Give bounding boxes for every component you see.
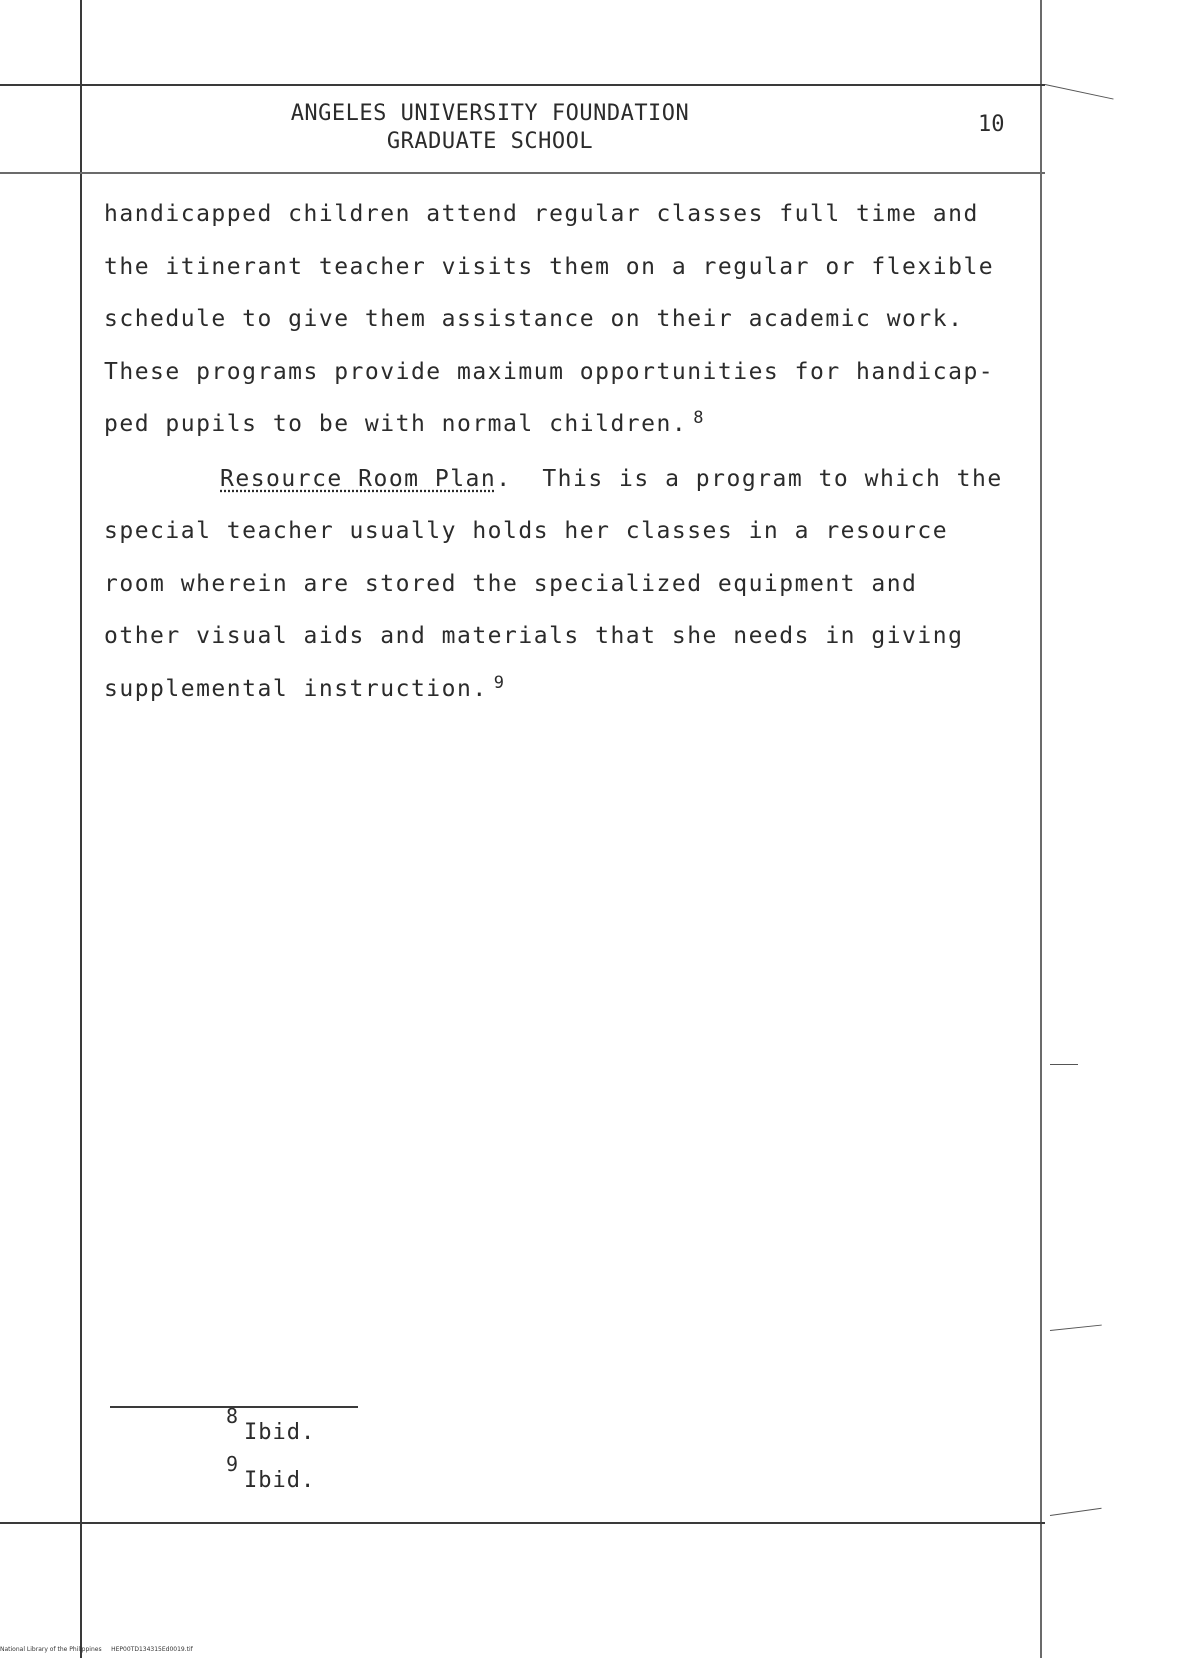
text-line-content: This is a program to which the <box>542 465 1003 492</box>
margin-tick <box>1050 1508 1102 1516</box>
left-margin-line <box>80 0 82 1658</box>
margin-tick <box>1050 1325 1102 1331</box>
text-line: the itinerant teacher visits them on a regular or flexible <box>104 253 995 280</box>
bottom-border-line <box>0 1522 1045 1524</box>
footnote-text: Ibid. <box>244 1420 316 1445</box>
page-number: 10 <box>978 112 1005 137</box>
text-line <box>104 663 1044 718</box>
file-id: HEP00TD134315Ed0019.tif <box>111 1646 193 1653</box>
institution-name: ANGELES UNIVERSITY FOUNDATION <box>290 101 690 126</box>
heading-period: . <box>496 465 512 492</box>
text-line: other visual aids and materials that she needs in giving <box>104 623 964 649</box>
footnote-number: 9 <box>226 1452 240 1476</box>
footnote-number: 8 <box>226 1404 240 1428</box>
footnote-text: Ibid. <box>244 1468 316 1493</box>
text-line <box>104 398 1044 453</box>
header-separator-line <box>0 172 1045 174</box>
body-text <box>104 188 1044 717</box>
text-line: schedule to give them assistance on their academic work. <box>104 306 964 332</box>
text-line <box>104 453 1044 506</box>
text-line: special teacher usually holds her classes in a resource <box>104 518 949 544</box>
school-name: GRADUATE SCHOOL <box>386 129 594 154</box>
section-heading: Resource Room Plan <box>220 465 497 492</box>
footnote-reference: 8 <box>693 408 705 428</box>
text-line: handicapped children attend regular classes full time and <box>104 201 979 227</box>
text-line: room wherein are stored the specialized equipment and <box>104 570 918 597</box>
document-header <box>260 100 720 156</box>
footnote-reference: 9 <box>493 672 506 693</box>
scan-caption <box>0 1646 193 1653</box>
margin-tick <box>1045 84 1114 100</box>
text-line: These programs provide maximum opportunities for handicap- <box>104 358 995 385</box>
text-line-content: supplemental instruction. <box>104 675 488 702</box>
top-border-line <box>0 84 1045 86</box>
text-line-content: ped pupils to be with normal children. <box>104 411 688 437</box>
library-name: National Library of the Philippines <box>0 1646 102 1653</box>
margin-tick <box>1050 1064 1078 1065</box>
